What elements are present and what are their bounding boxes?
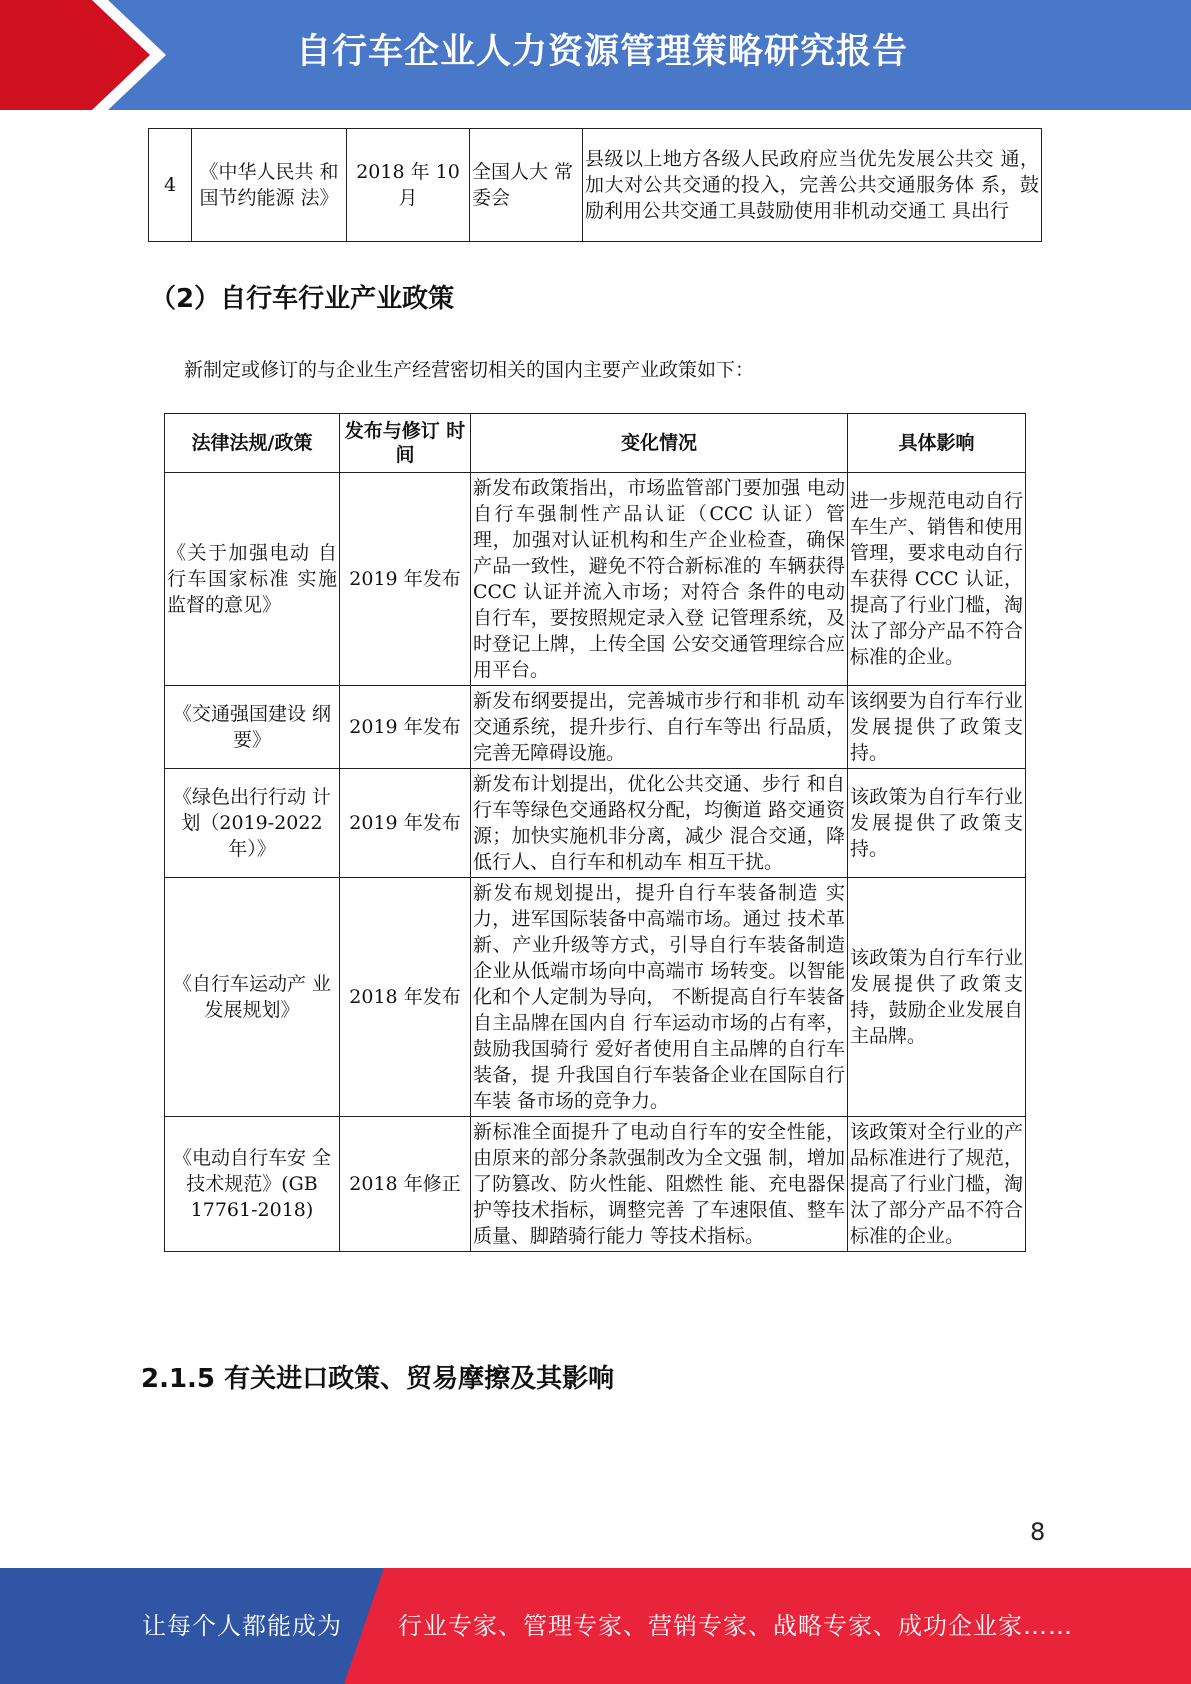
date-cell: 2019 年发布 [340, 473, 471, 686]
date-cell: 2019 年发布 [340, 769, 471, 878]
row-number: 4 [149, 129, 192, 242]
law-name-cell: 《电动自行车安 全技术规范》(GB 17761-2018) [165, 1117, 340, 1252]
col-header-change: 变化情况 [471, 414, 848, 473]
page-footer [0, 1568, 1191, 1684]
org-cell: 全国人大 常委会 [470, 129, 583, 242]
policy-table [164, 413, 1026, 1252]
change-cell: 新发布政策指出，市场监管部门要加强 电动自行车强制性产品认证（CCC 认证）管理，加强对认证机构和生产企业检查，确保产品一致性，避免不符合新标准的 车辆获得 CCC 认证并流入市场；对符合 条件的电动自行车，要按照规定录入登 记管理系统，及时登记上牌，上传全国 公安交通管理综合应用平台。 [471, 473, 848, 686]
header-title: 自行车企业人力资源管理策略研究报告 [296, 32, 909, 72]
col-header-law: 法律法规/政策 [165, 414, 340, 473]
law-table-continuation [148, 128, 1042, 242]
law-name-cell: 《自行车运动产 业发展规划》 [165, 878, 340, 1117]
impact-cell: 该政策为自行车行业发展提供了政策支持。 [848, 769, 1026, 878]
table-row [165, 769, 1026, 878]
change-cell: 新发布计划提出，优化公共交通、步行 和自行车等绿色交通路权分配，均衡道 路交通资源；加快实施机非分离，减少 混合交通，降低行人、自行车和机动车 相互干扰。 [471, 769, 848, 878]
footer-slogan-left: 让每个人都能成为 [142, 1612, 342, 1640]
date-cell: 2018 年 10 月 [347, 129, 470, 242]
table-row [165, 1117, 1026, 1252]
page-number: 8 [1030, 1518, 1046, 1546]
footer-slogan-right: 行业专家、管理专家、营销专家、战略专家、成功企业家…… [398, 1612, 1073, 1640]
impact-cell: 该政策为自行车行业发展提供了政策支持，鼓励企业发展自主品牌。 [848, 878, 1026, 1117]
date-cell: 2018 年修正 [340, 1117, 471, 1252]
law-name-cell: 《绿色出行行动 计划（2019-2022 年）》 [165, 769, 340, 878]
law-name-cell: 《交通强国建设 纲要》 [165, 686, 340, 769]
table-row [165, 686, 1026, 769]
header-arrow-decoration [0, 0, 300, 110]
table-row [165, 878, 1026, 1117]
table-row [149, 129, 1042, 242]
table-row [165, 473, 1026, 686]
change-cell: 新发布规划提出，提升自行车装备制造 实力，进军国际装备中高端市场。通过 技术革新、产业升级等方式，引导自行车装备制造企业从低端市场向中高端市 场转变。以智能化和个人定制为导向， 不断提高自行车装备自主品牌在国内自 行车运动市场的占有率，鼓励我国骑行 爱好者使用自主品牌的自行车装备，提 升我国自行车装备企业在国际自行车装 备市场的竞争力。 [471, 878, 848, 1117]
section-heading-industry-policy: （2）自行车行业产业政策 [150, 284, 455, 314]
section-heading-import-policy: 2.1.5 有关进口政策、贸易摩擦及其影响 [141, 1364, 615, 1394]
page-header [0, 0, 1191, 110]
impact-cell: 该政策对全行业的产品标准进行了规范，提高了行业门槛，淘汰了部分产品不符合标准的企业。 [848, 1117, 1026, 1252]
law-name-cell: 《关于加强电动 自行车国家标准 实施监督的意见》 [165, 473, 340, 686]
content-cell: 县级以上地方各级人民政府应当优先发展公共交 通，加大对公共交通的投入，完善公共交通服务体 系，鼓励利用公共交通工具鼓励使用非机动交通工 具出行 [583, 129, 1042, 242]
col-header-date: 发布与修订 时间 [340, 414, 471, 473]
law-name-cell: 《中华人民共 和国节约能源 法》 [192, 129, 347, 242]
date-cell: 2018 年发布 [340, 878, 471, 1117]
section-intro-text: 新制定或修订的与企业生产经营密切相关的国内主要产业政策如下： [184, 359, 755, 381]
impact-cell: 进一步规范电动自行车生产、销售和使用管理，要求电动自行车获得 CCC 认证，提高了行业门槛，淘汰了部分产品不符合标准的企业。 [848, 473, 1026, 686]
impact-cell: 该纲要为自行车行业发展提供了政策支持。 [848, 686, 1026, 769]
change-cell: 新发布纲要提出，完善城市步行和非机 动车交通系统，提升步行、自行车等出 行品质，完善无障碍设施。 [471, 686, 848, 769]
date-cell: 2019 年发布 [340, 686, 471, 769]
change-cell: 新标准全面提升了电动自行车的安全性能，由原来的部分条款强制改为全文强 制，增加了防篡改、防火性能、阻燃性 能、充电器保护等技术指标，调整完善 了车速限值、整车质量、脚踏骑行能力 等技术指标。 [471, 1117, 848, 1252]
table-header-row [165, 414, 1026, 473]
col-header-impact: 具体影响 [848, 414, 1026, 473]
